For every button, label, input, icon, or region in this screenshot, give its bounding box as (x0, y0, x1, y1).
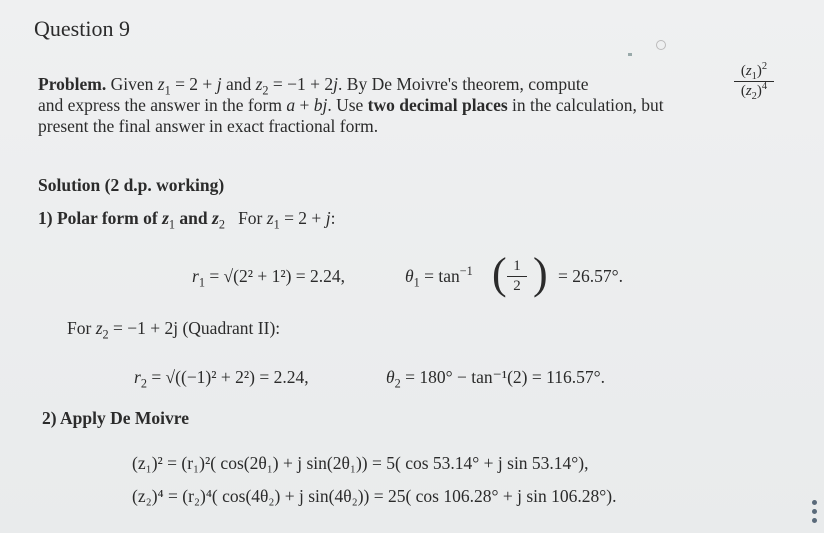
problem-line-3: present the final answer in exact fractional form. (38, 116, 379, 136)
equation-text: = tan (424, 266, 460, 286)
section-1-heading: 1) Polar form of $z_1$ and $z_2$ For $z_1 = 2 + j$: (38, 208, 336, 232)
section-2-heading: 2) Apply De Moivre (42, 408, 189, 428)
problem-text: . By De Moivre's theorem, compute (338, 74, 589, 94)
section-label: 1) Polar form of (38, 208, 158, 228)
equation-r2: $r_2 = √((-1)^2 + 2^2) = 2.24$, (134, 367, 309, 391)
equation-text: = √(2² + 1²) = 2.24, (209, 266, 346, 286)
equation-z1-squared: (z₁)² = (r₁)²( cos(2θ₁) + j sin(2θ₁)) = 5( cos 53.14° + j sin 53.14°), (132, 453, 589, 473)
problem-text: . Use (327, 95, 368, 115)
quadrant-note: For $z_2 = -1 + 2j$ (Quadrant II): (67, 318, 281, 342)
problem-text: Given (110, 74, 154, 94)
section-text: = −1 + 2j (Quadrant II): (113, 318, 281, 338)
problem-text: in the calculation, but (507, 95, 664, 115)
problem-text: and express the answer in the form (38, 95, 287, 115)
problem-label: Problem. (38, 74, 107, 94)
section-text: For (238, 208, 263, 228)
equation-text: = √((−1)² + 2²) = 2.24, (151, 367, 309, 387)
fraction-one-half: 1 2 (507, 258, 527, 295)
paren-left: ( (492, 249, 507, 298)
equation-theta1-result: = 26.57°. (558, 266, 623, 286)
problem-text: and (221, 74, 256, 94)
paren-right: ) (533, 249, 548, 298)
solution-heading: Solution (2 d.p. working) (38, 175, 225, 195)
equation-text: = 180° − tan⁻¹(2) = 116.57°. (405, 367, 605, 387)
problem-text: = 2 + (175, 74, 217, 94)
question-title: Question 9 (34, 16, 130, 41)
problem-text: = −1 + 2 (272, 74, 334, 94)
equation-theta2: $\theta_2 = 180^\circ - \tan^{-1}(2) = 116.57^\circ$. (386, 367, 605, 391)
equation-z2-fourth: (z₂)⁴ = (r₂)⁴( cos(4θ₂) + j sin(4θ₂)) = 25( cos 106.28° + j sin 106.28°). (132, 486, 617, 506)
problem-line-2: and express the answer in the form a + bj. Use two decimal places in the calculation, but (38, 95, 664, 115)
more-options-icon[interactable] (812, 496, 818, 527)
fraction-z1-over-z2: $(z_1)^2$ $(z_2)^4$ (734, 63, 774, 100)
problem-line-1: Problem. Given $z_1 = 2 + j$ and $z_2 = -1 + 2j$. By De Moivre's theorem, compute (38, 74, 589, 98)
scribble-mark (656, 40, 666, 50)
equation-theta1: $\theta_1 = \tan^{-1}$ (405, 264, 473, 290)
equation-r1: $r_1 = √(2^2 + 1^2) = 2.24$, (192, 266, 346, 290)
section-label: and (179, 208, 208, 228)
emphasis-text: two decimal places (367, 95, 508, 115)
caret-mark (628, 53, 632, 56)
section-text: For (67, 318, 92, 338)
